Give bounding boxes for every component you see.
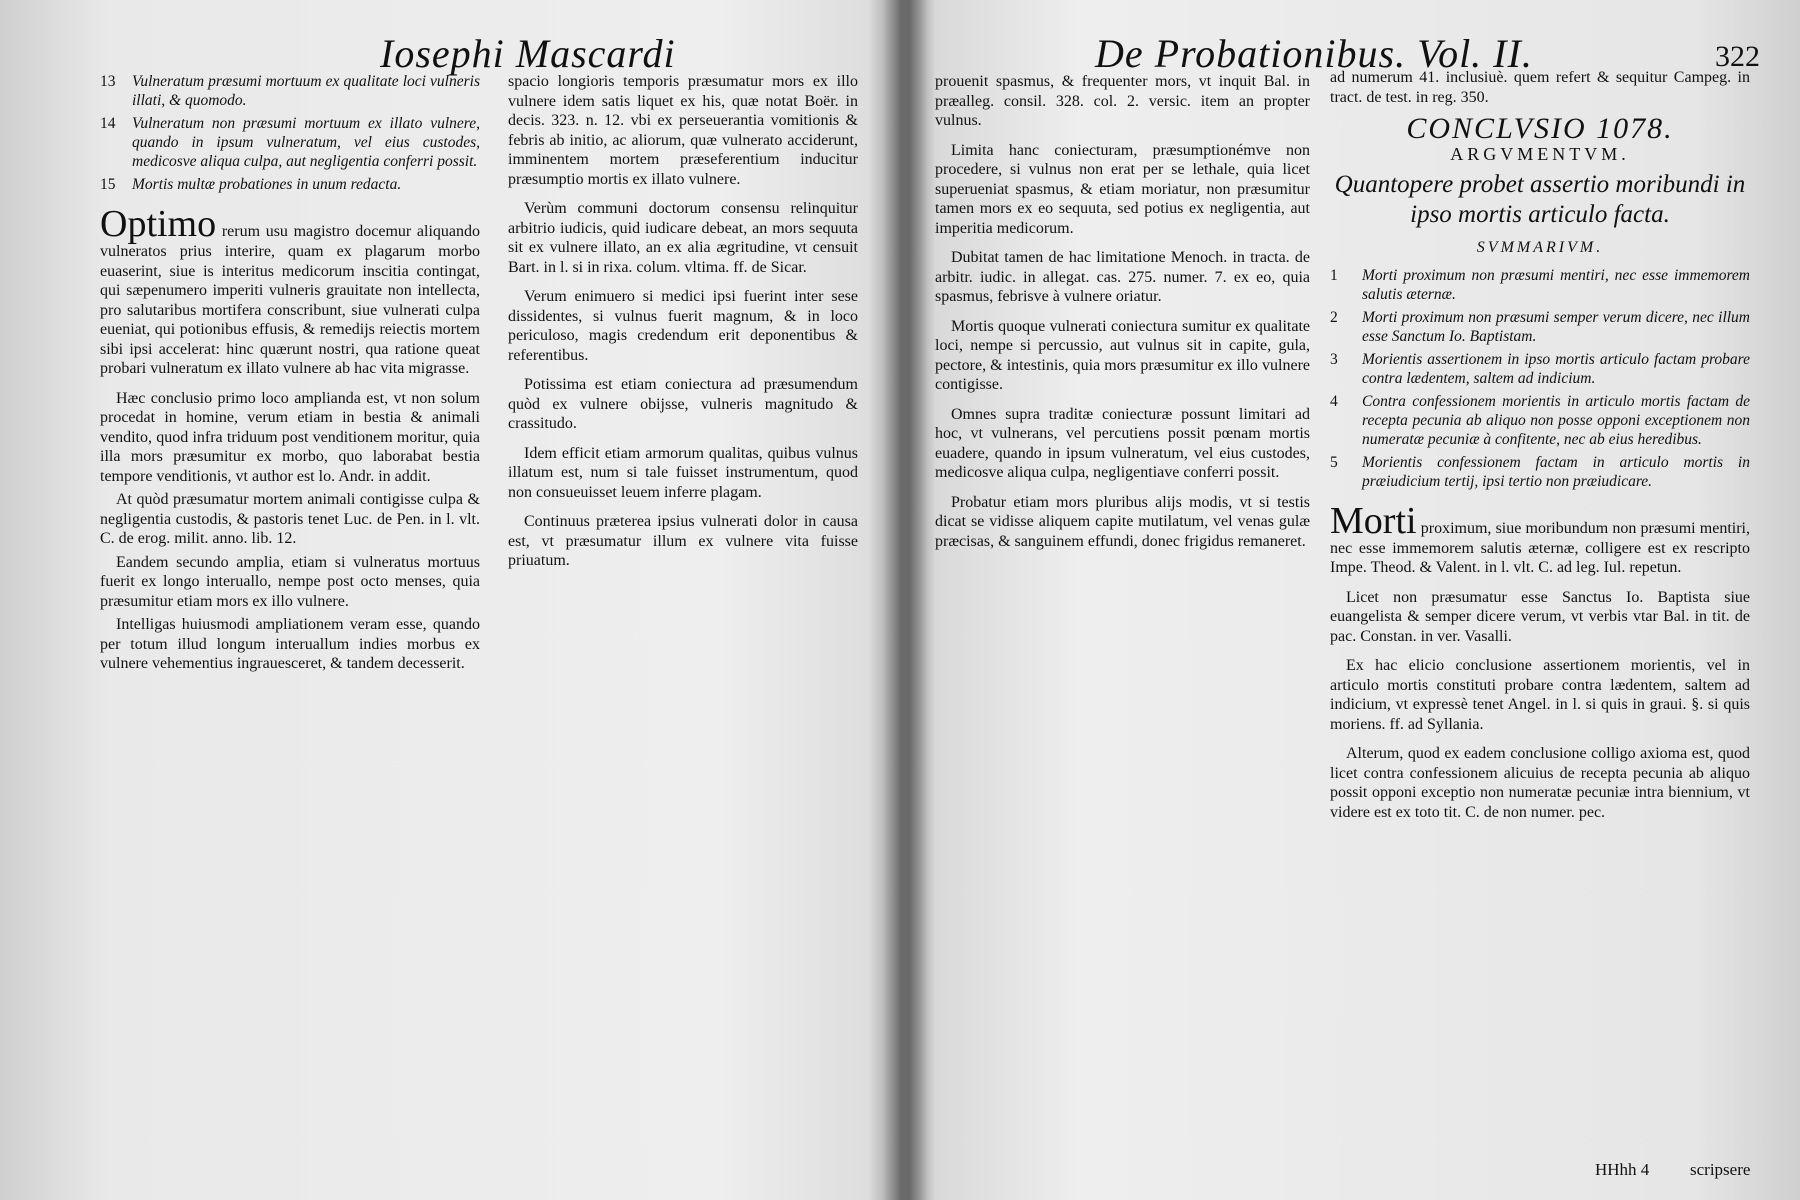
summary-list-right (1330, 266, 1750, 491)
paragraph: At quòd præsumatur mortem animali contigisse culpa & negligentia custodis, & pastoris tenet Luc. de Pen. in l. vlt. C. de erog. milit. anno. lib. 12. (100, 491, 480, 547)
opening-word: Optimo (100, 203, 217, 245)
conclusio-title: CONCLVSIO 1078. (1406, 112, 1674, 145)
paragraph: spacio longioris temporis præsumatur mors ex illo vulnere idem satis liquet ex his, quæ notat Boër. in decis. 323. n. 12. vbi ex perseuerantia vomitionis & febris ab initio, ac aliorum, quæ vulnerato acciderunt, imminentem mortem præseferentium inducitur præsumptio mortis ex illato vulnere. (508, 73, 858, 188)
paragraph: Verùm communi doctorum consensu relinquitur arbitrio iudicis, quid iudicare debeat, an mors sequuta sit ex vulnere illato, an ex alia ægritudine, vt censuit Bart. in l. si in rixa. colum. vltima. ff. de Sicar. (508, 200, 858, 276)
opening-word: Morti (1330, 499, 1417, 542)
paragraph: ad numerum 41. inclusiuè. quem refert & sequitur Campeg. in tract. de test. in reg. 350. (1330, 69, 1750, 106)
left-column-1 (100, 72, 480, 678)
paragraph: Limita hanc coniecturam, præsumptionémve non procedere, si vulnus non erat per se lethale, quia licet superueniat spasmus, & etiam moriatur, non præsumitur tamen mors ex eo sequuta, sed potius ex negligentia, aut imperitia medicorum. (935, 141, 1310, 237)
summary-item: 4 Contra confessionem morientis in articulo mortis factam de recepta pecunia ab aliquo non posse opponi exceptionem non numeratæ pecuniæ à confitente, nec ab eius heredibus. (1330, 392, 1750, 448)
paragraph: Ex hac elicio conclusione assertionem morientis, vel in articulo mortis constituti probare contra lædentem, saltem ad indicium, vt expressè tenet Angel. in l. si quis in graui. §. si quis moriens. ff. ad Syllania. (1330, 657, 1750, 733)
paragraph: Continuus præterea ipsius vulnerati dolor in causa est, vt præsumatur illum ex vulnere vita fuisse priuatum. (508, 513, 858, 569)
paragraph: Probatur etiam mors pluribus alijs modis, vt si testis dicat se vidisse aliquem capite mutilatum, vel venas gulæ præcisas, & sanguinem effundi, donec frigidus remaneret. (935, 493, 1310, 550)
catchword: scripsere (1690, 1160, 1751, 1179)
paragraph: Mortis quoque vulnerati coniectura sumitur ex qualitate loci, nempe si percussio, aut vulnus sit in capite, gula, pectore, & intestinis, quia mors præsumitur ex illo vulnere contigisse. (935, 317, 1310, 393)
summary-item: 13 Vulneratum præsumi mortuum ex qualitate loci vulneris illati, & quomodo. (100, 73, 480, 109)
paragraph: Hæc conclusio primo loco amplianda est, vt non solum procedat in homine, verum etiam in bestia & animali vendito, quod infra triduum post venditionem moritur, quia illa mors præsumitur ex morbo, quo laborabat bestia tempore venditionis, vt author est lo. Andr. in addit. (100, 389, 480, 485)
paragraph: prouenit spasmus, & frequenter mors, vt inquit Bal. in præalleg. consil. 328. col. 2. versic. item an propter vulnus. (935, 73, 1310, 129)
argumentum-label: ARGVMENTVM. (1450, 143, 1630, 164)
paragraph: Licet non præsumatur esse Sanctus Io. Baptista siue euangelista & semper dicere verum, vt verbis vtar Bal. in tit. de pac. Constan. in ver. Vasalli. (1330, 588, 1750, 645)
gutter-shadow (868, 0, 928, 1200)
signature-mark: HHhh 4 (1595, 1160, 1650, 1179)
summary-item: 3 Morientis assertionem in ipso mortis articulo factam probare contra lædentem, saltem ad indicium. (1330, 350, 1750, 387)
paragraph: Omnes supra traditæ coniecturæ possunt limitari ad hoc, vt vulnerans, vel percutiens possit pœnam mortis euadere, quando in ipsum vulneratum, vel eius custodes, medicosve aliqua culpa, negligentiave conferri possit. (935, 405, 1310, 481)
summary-item: 14 Vulneratum non præsumi mortuum ex illato vulnere, quando in ipsum vulneratum, vel eius custodes, medicosve aliqua culpa, aut negligentia conferri possit. (100, 115, 480, 170)
summary-item: 1 Morti proximum non præsumi mentiri, nec esse immemorem salutis æternæ. (1330, 266, 1750, 303)
paragraph: Idem efficit etiam armorum qualitas, quibus vulnus illatum est, num si tale fuisset instrumentum, quod non consueuisset leuem inferre plagam. (508, 444, 858, 501)
right-column-2 (1330, 68, 1750, 826)
running-head-right: De Probationibus. Vol. II. (1095, 31, 1533, 76)
paragraph: Intelligas huiusmodi ampliationem veram esse, quando per totum illud longum interuallum indies morbus ex vulnere vehementius ingrauesceret, & tandem decesserit. (100, 616, 480, 672)
opening-paragraph: Morti proximum, siue moribundum non præsumi mentiri, nec esse immemorem salutis æternæ, colligere est ex rescripto Impe. Theod. & Valent. in l. vlt. C. ad leg. Iul. repetun. (1330, 499, 1750, 576)
summary-item: 5 Morientis confessionem factam in articulo mortis in præiudicium tertij, ipsi tertio non præiudicare. (1330, 453, 1750, 490)
left-page (0, 0, 880, 1200)
paragraph: Verum enimuero si medici ipsi fuerint inter sese dissidentes, si vulnus fuerit magnum, & in loco periculoso, magis credendum erit deponentibus & referentibus. (508, 288, 858, 364)
paragraph: Potissima est etiam coniectura ad præsumendum quòd ex vulnere obijsse, vulneris magnitudo & crassitudo. (508, 376, 858, 432)
paragraph: Dubitat tamen de hac limitatione Menoch. in tracta. de arbitr. iudic. in allegat. cas. 275. numer. 7. ex eo, quia spasmus, febrisve à vulnere oriatur. (935, 249, 1310, 305)
summarium-label: SVMMARIVM. (1476, 239, 1604, 256)
paragraph: Eandem secundo amplia, etiam si vulneratus mortuus fuerit ex longo interuallo, nempe post octo menses, quia præsumitur etiam mors ex illo vulnere. (100, 553, 480, 610)
page-number: 322 (1715, 40, 1760, 73)
opening-paragraph: Optimo rerum usu magistro docemur aliquando vulneratos prius interire, quam ex plagarum morbo euaserint, siue is interitus medicorum inscitia contingat, qui sæpenumero imperiti vulneris grauitate non intellecta, pro salutaribus mortifera conscribunt, siue vulnerati culpa eueniat, qui potionibus effusis, & remedijs reiectis mortem sibi ipsi accelerat: hinc quærunt nostri, qua ratione queat probari vulneratum ex illato vulnere ab hac vita migrasse. (100, 203, 481, 377)
right-column-1 (935, 72, 1310, 555)
paragraph: Alterum, quod ex eadem conclusione colligo axioma est, quod licet contra confessionem alicuius de recepta pecunia ab aliquo possit opponi exceptio non numeratæ pecuniæ intra biennium, vt videre est ex toto tit. C. de non numer. pec. (1330, 745, 1750, 821)
left-column-2 (508, 72, 858, 575)
argumentum-text: Quantopere probet assertio moribundi in ipso mortis articulo facta. (1334, 171, 1746, 228)
right-page (905, 0, 1800, 1200)
summary-list-left (100, 72, 480, 194)
running-head-left: Iosephi Mascardi (380, 31, 676, 76)
summary-item: 2 Morti proximum non præsumi semper verum dicere, nec illum esse Sanctum Io. Baptistam. (1330, 308, 1750, 345)
summary-item: 15 Mortis multæ probationes in unum redacta. (100, 176, 402, 193)
